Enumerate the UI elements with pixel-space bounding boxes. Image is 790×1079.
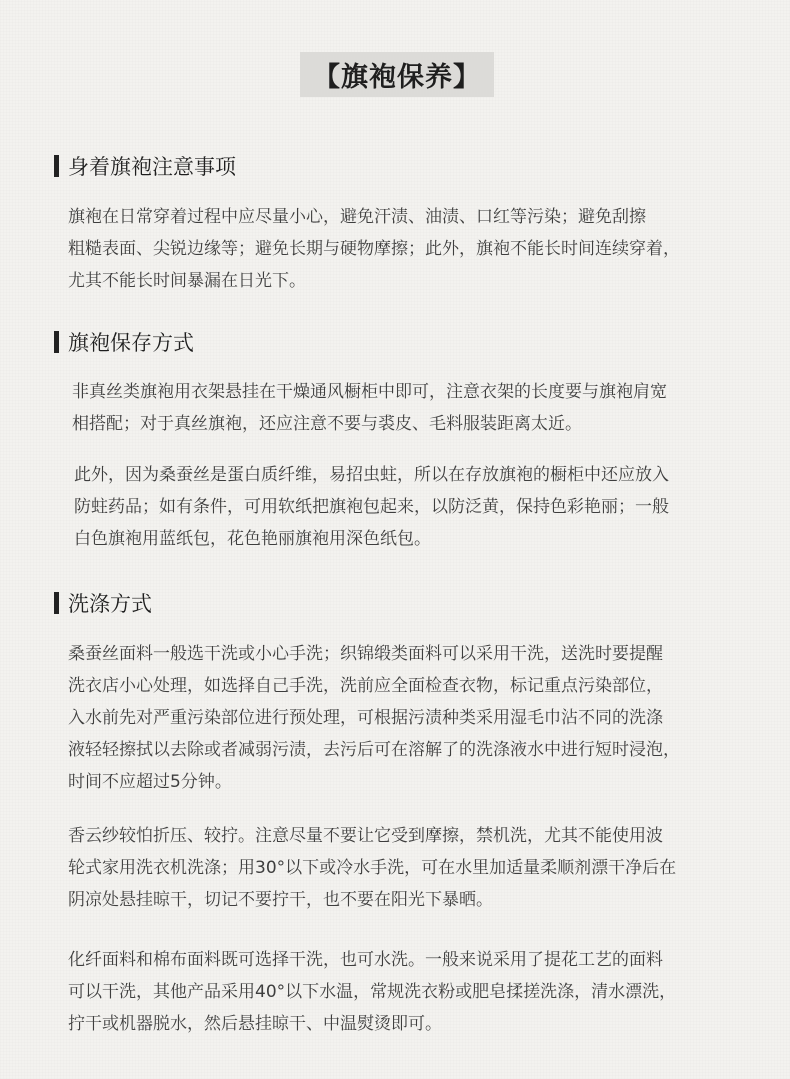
section-marker bbox=[54, 155, 59, 177]
text-line: 防蛀药品；如有条件，可用软纸把旗袍包起来，以防泛黄，保持色彩艳丽；一般 bbox=[74, 497, 669, 517]
text-line: 相搭配；对于真丝旗袍，还应注意不要与裘皮、毛料服装距离太近。 bbox=[72, 414, 582, 434]
section-marker bbox=[54, 331, 59, 353]
text-line: 洗衣店小心处理，如选择自己手洗，洗前应全面检查衣物，标记重点污染部位， bbox=[68, 676, 663, 696]
text-line: 轮式家用洗衣机洗涤；用30°以下或冷水手洗，可在水里加适量柔顺剂漂干净后在 bbox=[68, 858, 677, 878]
text-line: 拧干或机器脱水，然后悬挂晾干、中温熨烫即可。 bbox=[68, 1014, 442, 1034]
paragraph bbox=[68, 201, 680, 297]
paragraph bbox=[68, 944, 676, 1040]
text-line: 香云纱较怕折压、较拧。注意尽量不要让它受到摩擦，禁机洗，尤其不能使用波 bbox=[68, 826, 663, 846]
text-line: 此外，因为桑蚕丝是蛋白质纤维，易招虫蛀，所以在存放旗袍的橱柜中还应放入 bbox=[74, 465, 669, 485]
text-line: 桑蚕丝面料一般选干洗或小心手洗；织锦缎类面料可以采用干洗，送洗时要提醒 bbox=[68, 644, 663, 664]
section-title: 旗袍保存方式 bbox=[68, 331, 194, 355]
text-line: 白色旗袍用蓝纸包，花色艳丽旗袍用深色纸包。 bbox=[74, 529, 431, 549]
section-heading-storage bbox=[54, 328, 194, 356]
text-line: 可以干洗，其他产品采用40°以下水温，常规洗衣粉或肥皂揉搓洗涤，清水漂洗， bbox=[68, 982, 677, 1002]
text-line: 粗糙表面、尖锐边缘等；避免长期与硬物摩擦；此外，旗袍不能长时间连续穿着， bbox=[68, 239, 680, 259]
text-line: 时间不应超过5分钟。 bbox=[68, 772, 232, 792]
section-heading-washing bbox=[54, 589, 152, 617]
paragraph bbox=[72, 376, 667, 440]
paragraph bbox=[68, 638, 680, 798]
text-line: 液轻轻擦拭以去除或者减弱污渍，去污后可在溶解了的洗涤液水中进行短时浸泡， bbox=[68, 740, 680, 760]
text-line: 尤其不能长时间暴漏在日光下。 bbox=[68, 271, 306, 291]
paragraph bbox=[68, 820, 676, 916]
section-heading-wearing bbox=[54, 152, 236, 180]
paragraph bbox=[74, 459, 669, 555]
section-title: 身着旗袍注意事项 bbox=[68, 155, 236, 179]
text-line: 化纤面料和棉布面料既可选择干洗，也可水洗。一般来说采用了提花工艺的面料 bbox=[68, 950, 663, 970]
text-line: 非真丝类旗袍用衣架悬挂在干燥通风橱柜中即可，注意衣架的长度要与旗袍肩宽 bbox=[72, 382, 667, 402]
section-title: 洗涤方式 bbox=[68, 592, 152, 616]
section-marker bbox=[54, 592, 59, 614]
text-line: 入水前先对严重污染部位进行预处理，可根据污渍种类采用湿毛巾沾不同的洗涤 bbox=[68, 708, 663, 728]
text-line: 旗袍在日常穿着过程中应尽量小心，避免汗渍、油渍、口红等污染；避免刮擦 bbox=[68, 207, 646, 227]
text-line: 阴凉处悬挂晾干，切记不要拧干，也不要在阳光下暴晒。 bbox=[68, 890, 493, 910]
page-title: 【旗袍保养】 bbox=[300, 52, 494, 97]
